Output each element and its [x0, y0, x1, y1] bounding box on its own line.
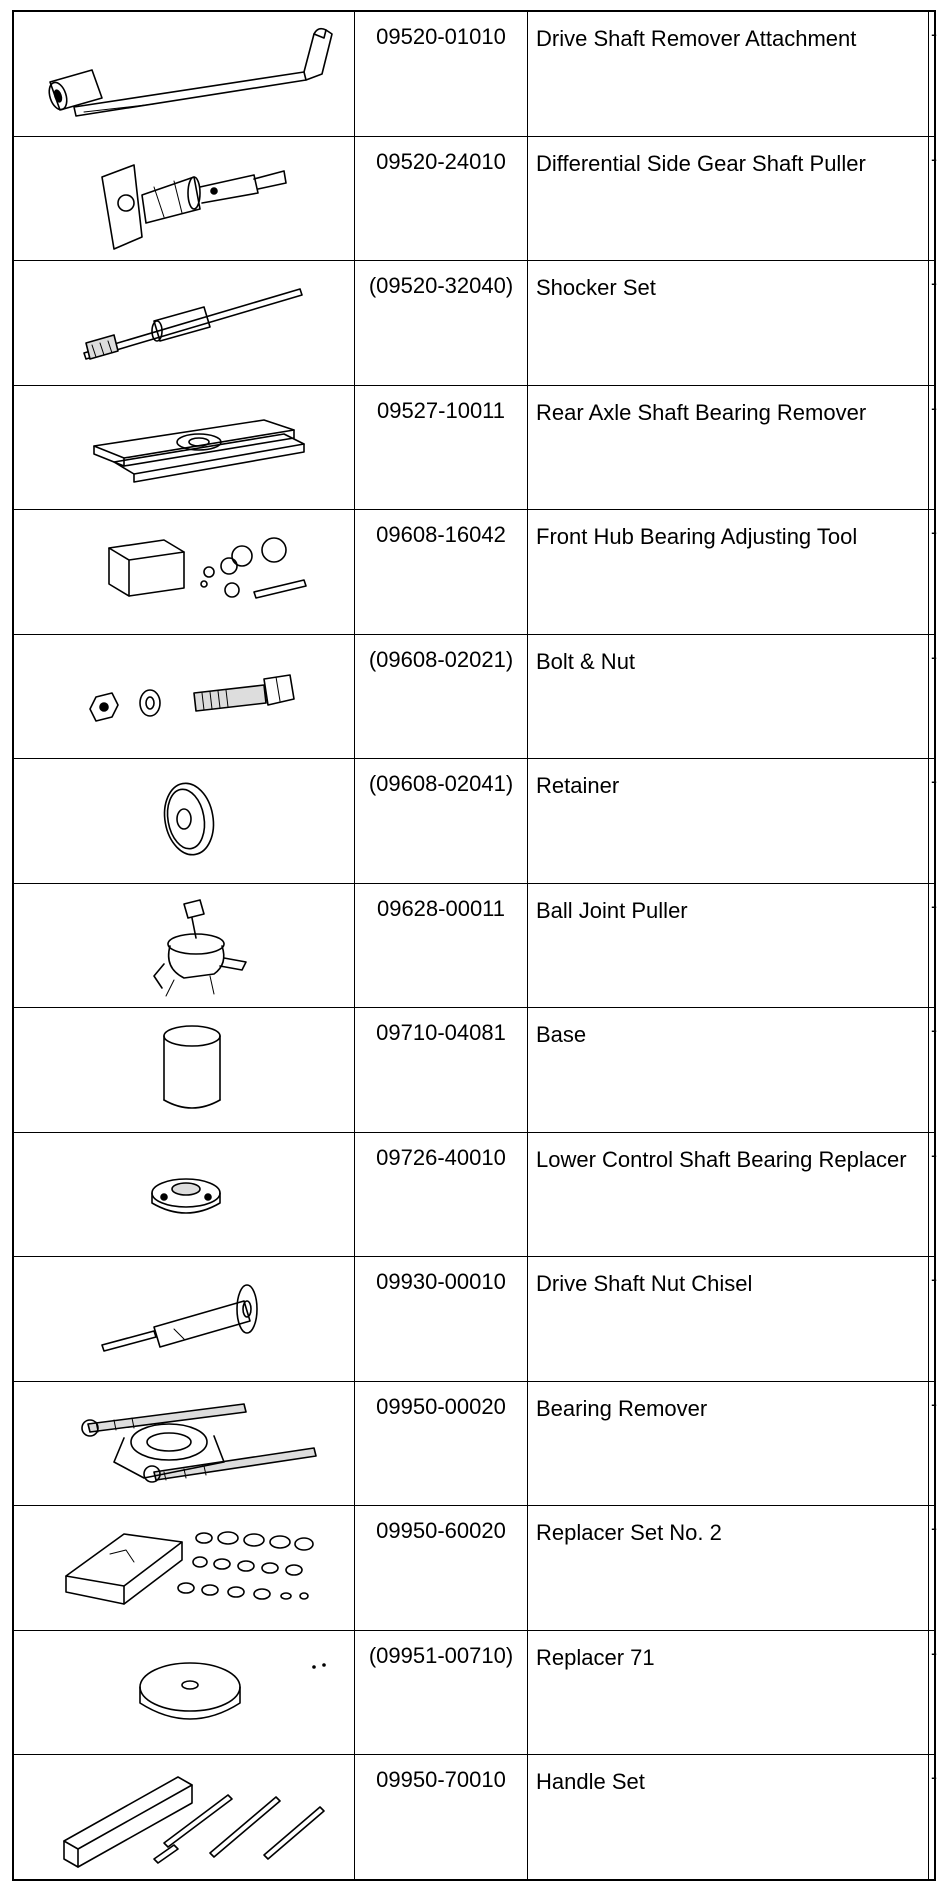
tool-illustration-cell: [14, 883, 355, 1008]
drive-shaft-remover-attachment-icon: [14, 12, 354, 132]
tool-illustration-cell: [14, 12, 355, 136]
part-number: 09950-00020: [355, 1381, 528, 1506]
tool-name: Base: [528, 1008, 929, 1133]
part-number: 09520-01010: [355, 12, 528, 136]
tool-illustration-cell: [14, 1506, 355, 1631]
differential-side-gear-shaft-puller-icon: [14, 137, 354, 257]
part-number: 09520-24010: [355, 136, 528, 261]
tool-name: Rear Axle Shaft Bearing Remover: [528, 385, 929, 510]
shocker-set-icon: [14, 261, 354, 381]
tool-name: Ball Joint Puller: [528, 883, 929, 1008]
table-row: [14, 1381, 934, 1506]
tool-illustration-cell: [14, 510, 355, 635]
tools-table-grid: [14, 12, 937, 1879]
row-mark: -: [929, 1630, 935, 1755]
table-row: [14, 12, 934, 136]
replacer-set-no-2-icon: [14, 1506, 354, 1626]
tool-illustration-cell: [14, 1008, 355, 1133]
table-row: [14, 883, 934, 1008]
front-hub-bearing-adjusting-tool-icon: [14, 510, 354, 630]
special-service-tools-table: [12, 10, 936, 1881]
row-mark: -: [929, 634, 935, 759]
retainer-icon: [14, 759, 354, 879]
row-mark: -: [929, 1132, 935, 1257]
tool-name: Shocker Set: [528, 261, 929, 386]
part-number: 09950-70010: [355, 1755, 528, 1879]
table-row: [14, 1506, 934, 1631]
row-mark: -: [929, 1257, 935, 1382]
table-row: [14, 634, 934, 759]
row-mark: -: [929, 261, 935, 386]
tool-illustration-cell: [14, 1630, 355, 1755]
row-mark: -: [929, 385, 935, 510]
part-number: (09608-02041): [355, 759, 528, 884]
part-number: (09608-02021): [355, 634, 528, 759]
lower-control-shaft-bearing-replacer-icon: [14, 1133, 354, 1253]
part-number: 09527-10011: [355, 385, 528, 510]
table-row: [14, 759, 934, 884]
tool-illustration-cell: [14, 759, 355, 884]
part-number: 09710-04081: [355, 1008, 528, 1133]
tool-illustration-cell: [14, 136, 355, 261]
row-mark: -: [929, 12, 935, 136]
tool-illustration-cell: [14, 1381, 355, 1506]
part-number: 09930-00010: [355, 1257, 528, 1382]
tool-name: Replacer 71: [528, 1630, 929, 1755]
tool-illustration-cell: [14, 1257, 355, 1382]
row-mark: -: [929, 1008, 935, 1133]
table-row: [14, 136, 934, 261]
part-number: 09950-60020: [355, 1506, 528, 1631]
tool-name: Replacer Set No. 2: [528, 1506, 929, 1631]
tool-name: Retainer: [528, 759, 929, 884]
table-row: [14, 1630, 934, 1755]
rear-axle-shaft-bearing-remover-icon: [14, 386, 354, 506]
table-row: [14, 1008, 934, 1133]
part-number: (09520-32040): [355, 261, 528, 386]
tool-illustration-cell: [14, 1132, 355, 1257]
tool-name: Differential Side Gear Shaft Puller: [528, 136, 929, 261]
bearing-remover-icon: [14, 1382, 354, 1502]
part-number: 09628-00011: [355, 883, 528, 1008]
tool-name: Bolt & Nut: [528, 634, 929, 759]
tool-illustration-cell: [14, 634, 355, 759]
row-mark: -: [929, 883, 935, 1008]
table-row: [14, 385, 934, 510]
row-mark: -: [929, 759, 935, 884]
tool-illustration-cell: [14, 385, 355, 510]
table-row: [14, 510, 934, 635]
replacer-71-icon: [14, 1631, 354, 1751]
table-row: [14, 1755, 934, 1879]
row-mark: -: [929, 510, 935, 635]
tool-name: Drive Shaft Remover Attachment: [528, 12, 929, 136]
row-mark: -: [929, 1755, 935, 1879]
tool-name: Front Hub Bearing Adjusting Tool: [528, 510, 929, 635]
base-icon: [14, 1008, 354, 1128]
ball-joint-puller-icon: [14, 884, 354, 1004]
table-row: [14, 1132, 934, 1257]
tool-name: Drive Shaft Nut Chisel: [528, 1257, 929, 1382]
table-row: [14, 261, 934, 386]
tool-illustration-cell: [14, 1755, 355, 1879]
bolt-and-nut-icon: [14, 635, 354, 755]
part-number: 09726-40010: [355, 1132, 528, 1257]
part-number: (09951-00710): [355, 1630, 528, 1755]
drive-shaft-nut-chisel-icon: [14, 1257, 354, 1377]
tool-name: Lower Control Shaft Bearing Replacer: [528, 1132, 929, 1257]
handle-set-icon: [14, 1755, 354, 1875]
table-row: [14, 1257, 934, 1382]
row-mark: -: [929, 1506, 935, 1631]
part-number: 09608-16042: [355, 510, 528, 635]
tool-name: Bearing Remover: [528, 1381, 929, 1506]
tool-illustration-cell: [14, 261, 355, 386]
tool-name: Handle Set: [528, 1755, 929, 1879]
row-mark: -: [929, 136, 935, 261]
row-mark: -: [929, 1381, 935, 1506]
